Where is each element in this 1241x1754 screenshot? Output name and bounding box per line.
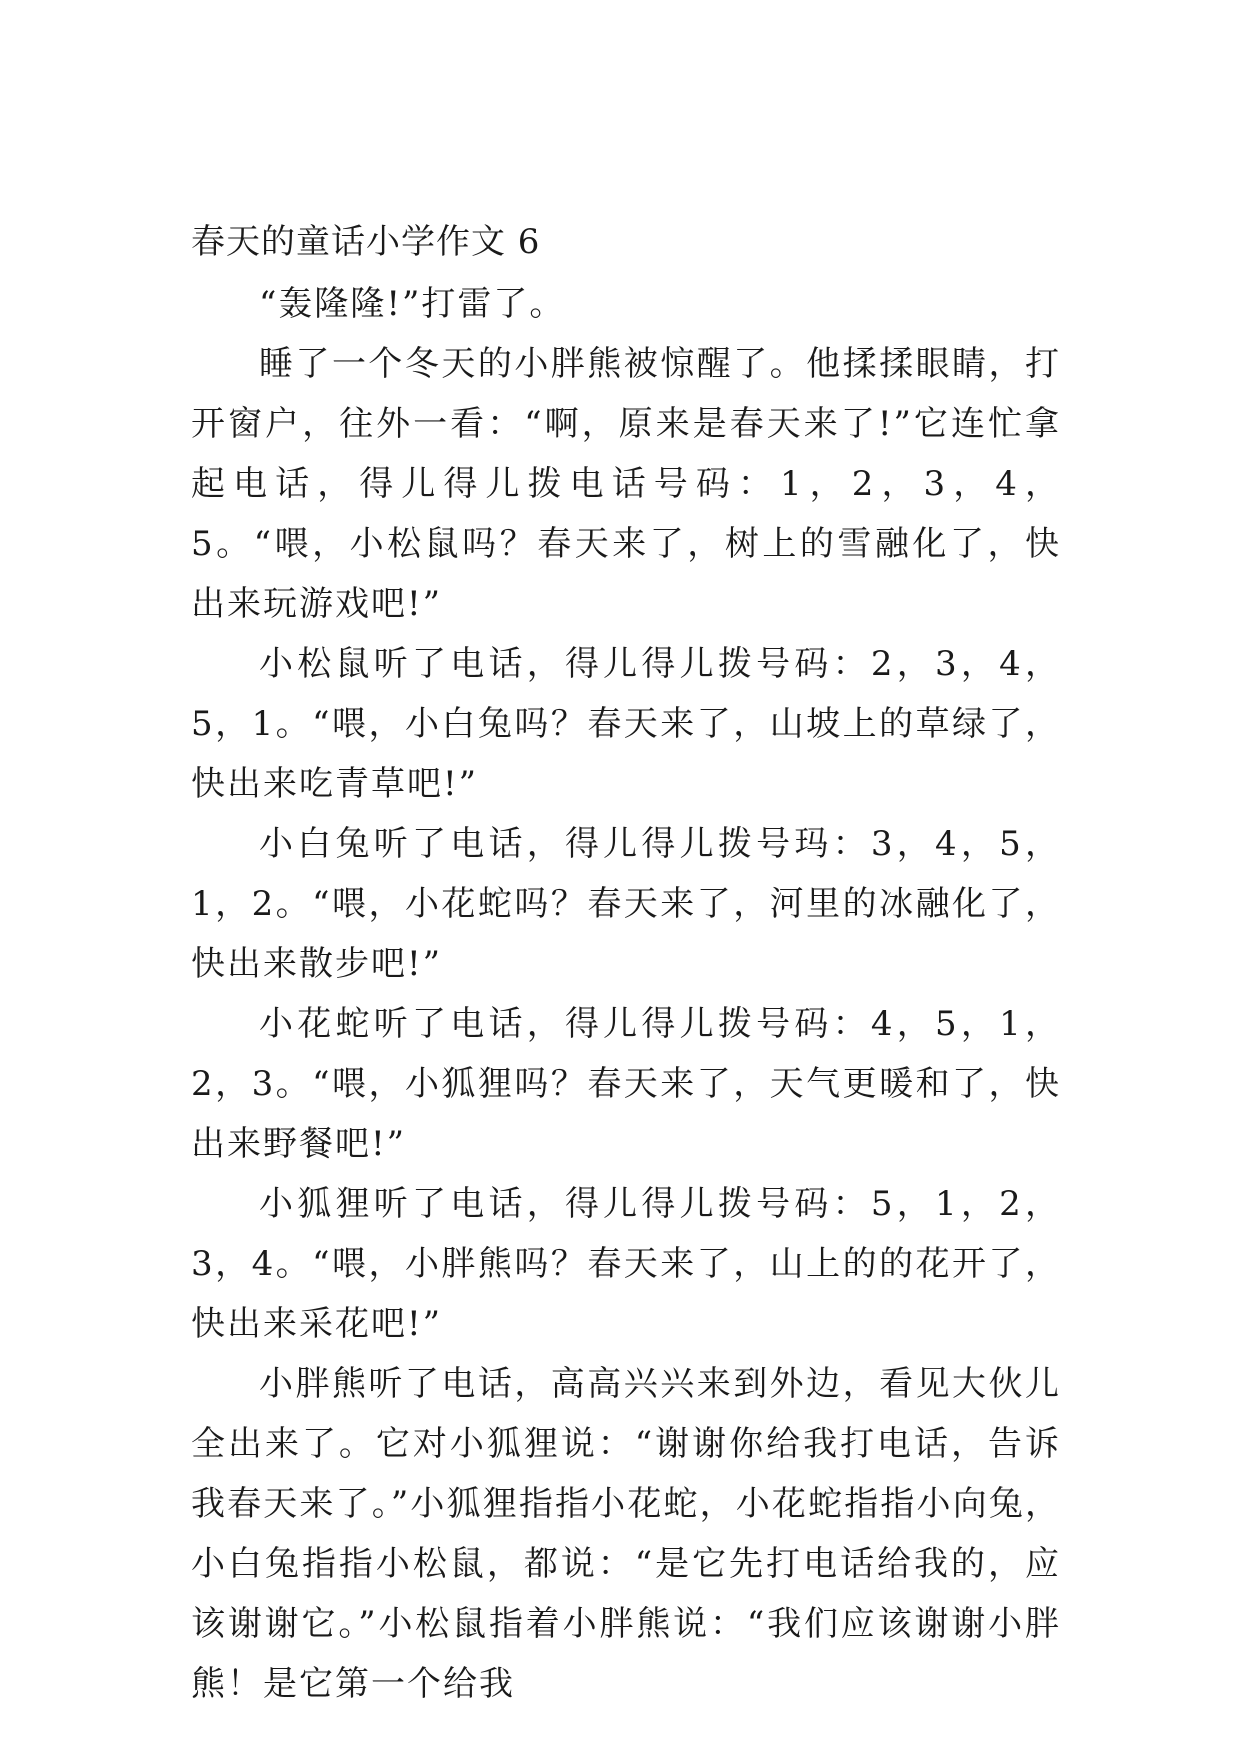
- paragraph: 小松鼠听了电话，得儿得儿拨号码：2，3，4，5，1。“喂，小白兔吗？春天来了，山坡上的草绿了，快出来吃青草吧!”: [191, 644, 1061, 804]
- paragraph: 小花蛇听了电话，得儿得儿拨号码：4，5，1，2，3。“喂，小狐狸吗？春天来了，天气更暖和了，快出来野餐吧!”: [191, 1004, 1061, 1164]
- paragraph: 睡了一个冬天的小胖熊被惊醒了。他揉揉眼睛，打开窗户，往外一看：“啊，原来是春天来了!”它连忙拿起电话，得儿得儿拨电话号码：1，2，3，4，5。“喂，小松鼠吗？春天来了，树上的雪融化了，快出来玩游戏吧!”: [191, 344, 1061, 624]
- paragraph: 小白兔听了电话，得儿得儿拨号玛：3，4，5，1，2。“喂，小花蛇吗？春天来了，河里的冰融化了，快出来散步吧!”: [191, 824, 1061, 984]
- document-title: 春天的童话小学作文 6: [191, 222, 541, 262]
- paragraph: 小胖熊听了电话，高高兴兴来到外边，看见大伙儿全出来了。它对小狐狸说：“谢谢你给我打电话，告诉我春天来了。”小狐狸指指小花蛇，小花蛇指指小向兔，小白兔指指小松鼠，都说：“是它先打电话给我的，应该谢谢它。”小松鼠指着小胖熊说：“我们应该谢谢小胖熊！是它第一个给我: [191, 1364, 1061, 1704]
- paragraph: “轰隆隆!”打雷了。: [259, 284, 566, 324]
- document-page: [191, 220, 1061, 1714]
- paragraph: 小狐狸听了电话，得儿得儿拨号码：5，1，2，3，4。“喂，小胖熊吗？春天来了，山上的的花开了，快出来采花吧!”: [191, 1184, 1061, 1344]
